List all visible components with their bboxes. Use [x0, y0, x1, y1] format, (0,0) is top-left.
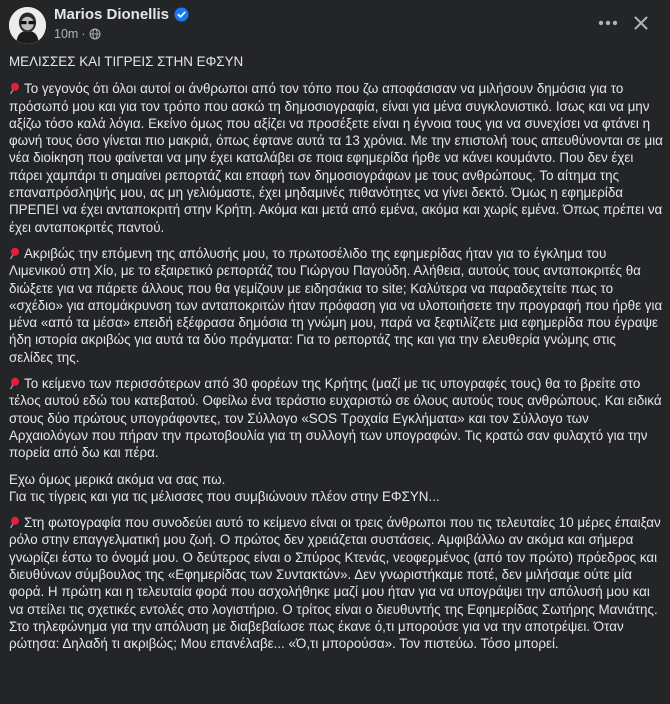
post-paragraph-1 — [9, 80, 663, 236]
post-timestamp[interactable]: 10m — [54, 27, 79, 41]
close-icon — [634, 16, 648, 30]
more-options-icon — [598, 20, 618, 26]
red-pin-icon — [9, 247, 21, 260]
close-button[interactable] — [627, 9, 655, 37]
post-paragraph-4 — [9, 514, 663, 652]
red-pin-icon — [9, 377, 21, 390]
post-header — [0, 0, 670, 50]
author-row — [54, 6, 189, 23]
meta-separator: · — [81, 27, 86, 41]
post-line-1: Εχω όμως μερικά ακόμα να σας πω. — [9, 471, 226, 487]
red-pin-icon — [9, 516, 21, 529]
post-body — [9, 53, 663, 662]
post-paragraph-3 — [9, 375, 663, 461]
verified-badge-icon — [174, 7, 189, 22]
author-name[interactable]: Marios Dionellis — [54, 6, 170, 23]
profile-photo — [9, 7, 46, 44]
post-title: ΜΕΛΙΣΣΕΣ ΚΑΙ ΤΙΓΡΕΙΣ ΣΤΗΝ ΕΦΣΥΝ — [9, 54, 244, 69]
red-pin-icon — [9, 82, 21, 95]
avatar[interactable] — [9, 7, 46, 44]
more-options-button[interactable] — [594, 9, 622, 37]
globe-icon[interactable] — [89, 28, 101, 40]
paragraph-2-text: Ακριβώς την επόμενη της απόλυσής μου, το πρωτοσέλιδο της εφημερίδας ήταν για το έγκλημα του Λιμενικού στη Χίο, με το εξαιρετικό ρεπορτάζ του Γιώργου Παγούδη. Αλήθεια, αυτούς τους ανταποκριτές θα διώξετε για να πάρετε άλλους που θα γεμίζουν με ειδησάκια το site; Καλύτερα να παραδεχτείτε πως το «σχέδιο» για απομάκρυνση των ανταποκριτών ήταν πρόφαση για να υλοποιήσετε την προγραφή που ήρθε για μένα «από τα μέσα» επειδή εξέφρασα δημόσια τη γνώμη μου, παρά να ξεφτιλίζετε μια εφημερίδα που έγραψε ήδη ιστορία ακριβώς για αυτά τα δύο πράγματα: Για το ρεπορτάζ της και για την ελευθερία γνώμης στις σελίδες της. — [9, 245, 663, 365]
post-paragraph-2 — [9, 245, 663, 366]
paragraph-3-text: Το κείμενο των περισσότερων από 30 φορέων της Κρήτης (μαζί με τις υπογραφές τους) θα το βρείτε στο τέλος αυτού εδώ του κατεβατού. Οφείλω ένα τεράστιο ευχαριστώ σε όλους αυτούς τους ανθρώπους. Και ειδικά στους δύο πρώτους υπογράφοντες, τον Σύλλογο «SOS Τροχαία Εγκλήματα» και τον Σύλλογο των Αρχαιολόγων που πήραν την πρωτοβουλία για τη συλλογή των υπογραφών. Τις κρατώ σαν φυλαχτό για την πορεία από δω και πέρα. — [9, 376, 662, 461]
post-line-2: Για τις τίγρεις και για τις μέλισσες που συμβιώνουν πλέον στην ΕΦΣΥΝ... — [9, 488, 440, 504]
post-meta — [54, 27, 101, 41]
paragraph-4-text: Στη φωτογραφία που συνοδεύει αυτό το κείμενο είναι οι τρεις άνθρωποι που τις τελευταίες 10 μέρες έπαιξαν ρόλο στην επαγγελματική μου ζωή. Ο πρώτος δεν χρειάζεται συστάσεις. Αμφιβάλλω αν ακόμα και σήμερα γνωρίζει έστω το όνομά μου. Ο δεύτερος είναι ο Σπύρος Κτενάς, νεοφερμένος (από τον πρώτο) πρόεδρος και διευθύνων σύμβουλος της «Εφημερίδας των Συντακτών». Δεν γνωριστήκαμε ποτέ, δεν μιλήσαμε ούτε μία φορά. Η πρώτη και η τελευταία φορά που ασχολήθηκε μαζί μου ήταν για να υπογράψει την απόλυσή μου και να στείλει τις σχετικές εντολές στο λογιστήριο. Ο τρίτος είναι ο διευθυντής της Εφημερίδας Σωτήρης Μανιάτης. Στο τηλεφώνημα για την απόλυση με διαβεβαίωσε πως έκανε ό,τι μπορούσε για να την αποτρέψει. Όταν ρώτησα: Δηλαδή τι ακριβώς; Μου επανέλαβε... «Ό,τι μπορούσα». Τον πιστεύω. Τόσο μπορεί. — [9, 515, 661, 652]
paragraph-1-text: Το γεγονός ότι όλοι αυτοί οι άνθρωποι από τον τόπο που ζω αποφάσισαν να μιλήσουν δημόσια για το πρόσωπό μου και για τον τρόπο που ασκώ τη δημοσιογραφία, είναι για μένα συγκλονιστικό. Ισως και να μην αξίζω τόσο καλά λόγια. Εκείνο όμως που αξίζει να προσέξετε είναι η έγνοια τους για να συνεχίσει να φτάνει η φωνή τους όσο γίνεται πιο μακριά, όπως έφτανε αυτά τα 13 χρόνια. Με την επιστολή τους απευθύνονται σε μια νέα διοίκηση που φαίνεται να μην έχει καταλάβει σε ποια εφημερίδα ήρθε να κάνει κουμάντο. Που δεν έχει πάρει χαμπάρι τι σημαίνει ρεπορτάζ και επαφή των δημοσιογράφων με τους ανθρώπους. Το αίτημα της επαναπρόσληψής μου, ας μη γελιόμαστε, έχει μηδαμινές πιθανότητες να γίνει δεκτό. Όμως η εφημερίδα ΠΡΕΠΕΙ να έχει ανταποκριτή στην Κρήτη. Ακόμα και μετά από εμένα, ακόμα και χωρίς εμένα. Όπως πρέπει να έχει ανταποκριτές παντού. — [9, 81, 663, 235]
